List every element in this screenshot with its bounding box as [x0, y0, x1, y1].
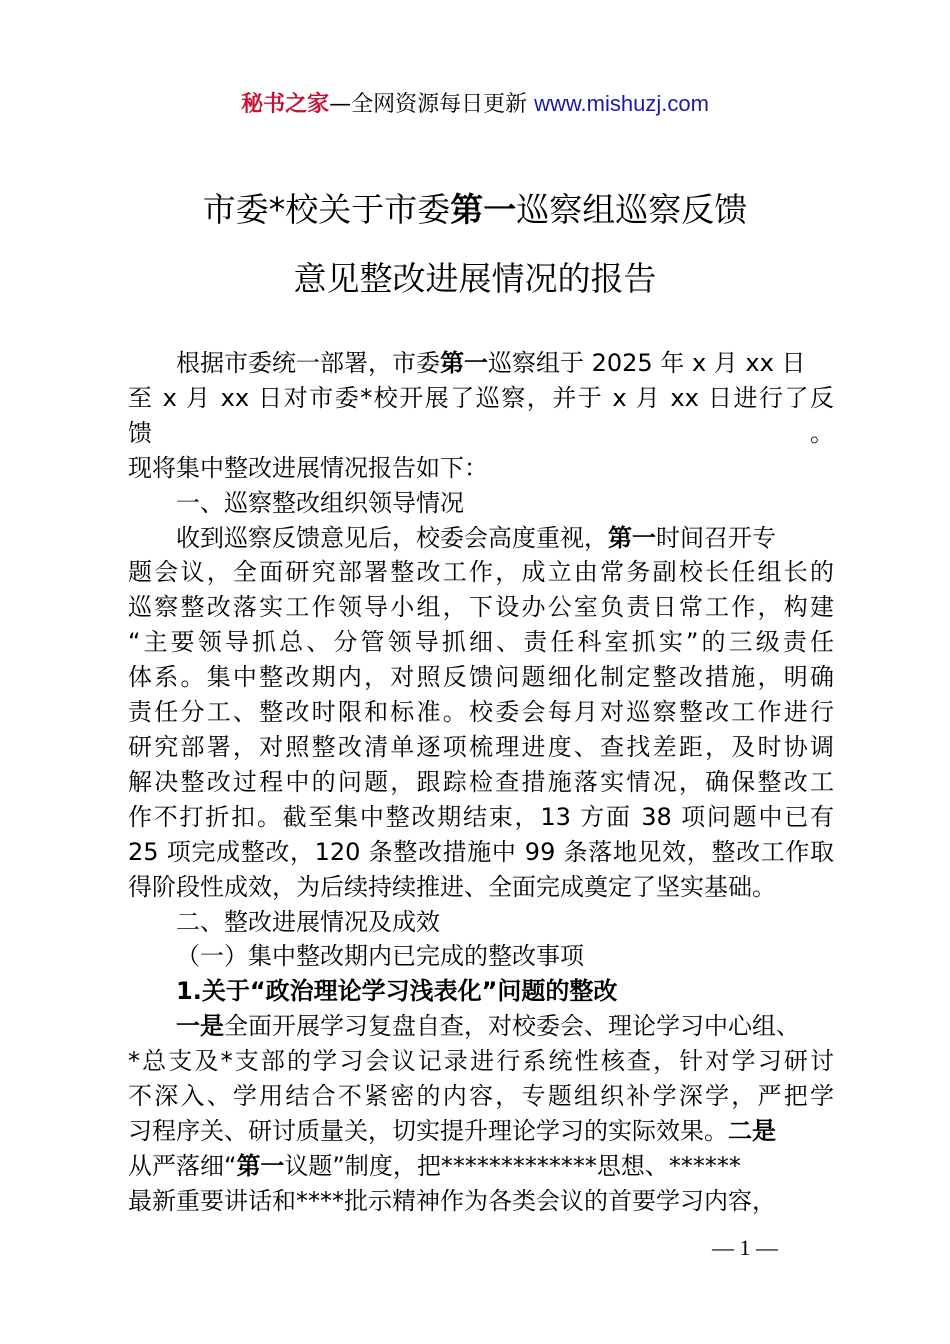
header-tagline: —全网资源每日更新	[329, 92, 528, 117]
intro-line: 现将集中整改进展情况报告如下：	[128, 453, 488, 482]
paragraph-line: 25 项完成整改，120 条整改措施中 99 条落地见效，整改工作取	[128, 837, 834, 866]
brand-name: 秘书之家	[241, 92, 330, 117]
title-text: 巡察组巡察反馈	[516, 190, 748, 229]
subsection-heading: （一）集中整改期内已完成的整改事项	[176, 942, 584, 971]
intro-line: 根据市委统一部署，市委第一巡察组于 2025 年 x 月 xx 日	[176, 349, 806, 377]
page-number: — 1 —	[712, 1235, 778, 1260]
site-header	[0, 88, 950, 121]
section-heading: 一、巡察整改组织领导情况	[176, 488, 464, 517]
paragraph-line: 作不打折扣。截至集中整改期结束，13 方面 38 项问题中已有	[128, 802, 834, 831]
paragraph-line: 巡察整改落实工作领导小组，下设办公室负责日常工作，构建	[128, 593, 834, 622]
document-title-line-1	[0, 188, 950, 232]
paragraph-line: 题会议，全面研究部署整改工作，成立由常务副校长任组长的	[128, 558, 834, 587]
title-text: 市委*校关于市委	[202, 190, 451, 229]
paragraph-line: “主要领导抓总、分管领导抓细、责任科室抓实”的三级责任	[128, 628, 834, 657]
section-heading: 二、整改进展情况及成效	[176, 907, 440, 936]
paragraph-line: 体系。集中整改期内，对照反馈问题细化制定整改措施，明确	[128, 663, 834, 692]
paragraph-line: 不深入、学用结合不紧密的内容，专题组织补学深学，严把学	[128, 1082, 834, 1111]
paragraph-line: 研究部署，对照整改清单逐项梳理进度、查找差距，及时协调	[128, 732, 834, 761]
paragraph-line: 从严落细“第一议题”制度，把*************思想、******	[128, 1151, 741, 1180]
title-bold-text: 第一	[450, 190, 517, 229]
paragraph-line: 最新重要讲话和****批示精神作为各类会议的首要学习内容，	[128, 1186, 776, 1215]
paragraph-line: 得阶段性成效，为后续持续推进、全面完成奠定了坚实基础。	[128, 872, 776, 901]
item-heading: 1.关于“政治理论学习浅表化”问题的整改	[176, 977, 618, 1006]
paragraph-line: 解决整改过程中的问题，跟踪检查措施落实情况，确保整改工	[128, 767, 834, 796]
paragraph-line: 习程序关、研讨质量关，切实提升理论学习的实际效果。二是	[128, 1116, 776, 1145]
paragraph-line: 责任分工、整改时限和标准。校委会每月对巡察整改工作进行	[128, 698, 834, 727]
paragraph-line: *总支及*支部的学习会议记录进行系统性核查，针对学习研讨	[128, 1047, 834, 1076]
document-title-line-2: 意见整改进展情况的报告	[293, 259, 657, 298]
paragraph-line: 一是全面开展学习复盘自查，对校委会、理论学习中心组、	[176, 1012, 800, 1041]
intro-line: 至 x 月 xx 日对市委*校开展了巡察，并于 x 月 xx 日进行了反馈。	[128, 383, 834, 447]
site-url-link[interactable]: www.mishuzj.com	[534, 91, 709, 116]
paragraph-line: 收到巡察反馈意见后，校委会高度重视，第一时间召开专	[176, 523, 776, 552]
document-body	[128, 346, 834, 1219]
